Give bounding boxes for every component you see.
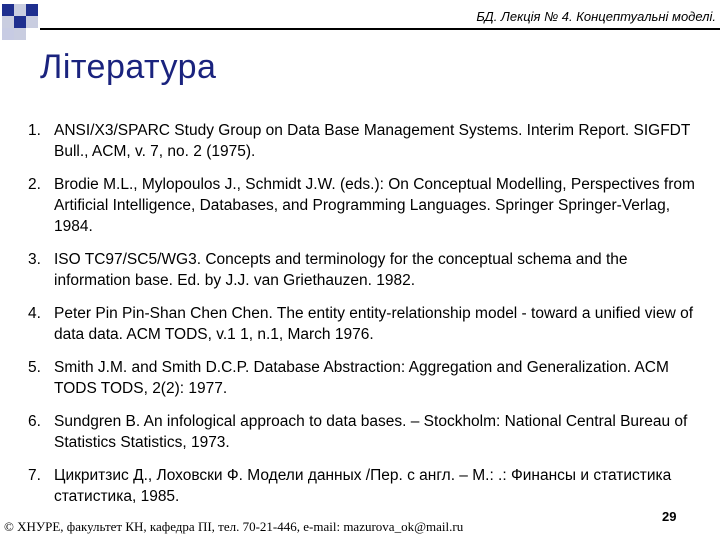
- reference-item: [28, 465, 708, 507]
- page-number: 29: [662, 509, 677, 524]
- decor-square: [14, 4, 26, 16]
- reference-item: [28, 249, 708, 291]
- reference-item: [28, 174, 708, 237]
- reference-number: 3.: [28, 251, 41, 268]
- decor-square: [2, 16, 14, 28]
- reference-text: Brodie M.L., Mylopoulos J., Schmidt J.W. (eds.): On Conceptual Modelling, Perspectives from Artificial Intelligence, Databases, and Programming Languages. Springer Springer-Verlag, 1984.: [54, 176, 695, 235]
- reference-text: ISO TC97/SC5/WG3. Concepts and terminology for the conceptual schema and the information base. Ed. by J.J. van Griethauzen. 1982.: [54, 251, 628, 289]
- reference-number: 1.: [28, 122, 41, 139]
- header-divider: [40, 28, 720, 30]
- footer-text: © ХНУРЕ, факультет КН, кафедра ПІ, тел. 70-21-446, e-mail: mazurova_ok@mail.ru: [4, 519, 464, 534]
- reference-text: ANSI/X3/SPARC Study Group on Data Base Management Systems. Interim Report. SIGFDT Bull., ACM, v. 7, no. 2 (1975).: [54, 122, 691, 160]
- decor-square: [14, 28, 26, 40]
- decor-square: [14, 16, 26, 28]
- reference-text: Peter Pin Pin-Shan Chen Chen. The entity entity-relationship model - toward a unified view of data data. ACM TODS, v.1 1, n.1, March 1976.: [54, 305, 694, 343]
- reference-list: [28, 120, 708, 519]
- reference-item: [28, 357, 708, 399]
- reference-number: 7.: [28, 467, 41, 484]
- reference-item: [28, 411, 708, 453]
- decor-square: [26, 16, 38, 28]
- slide-title: Література: [40, 48, 217, 86]
- reference-item: [28, 303, 708, 345]
- reference-number: 5.: [28, 359, 41, 376]
- reference-item: [28, 120, 708, 162]
- reference-text: Sundgren B. An infological approach to data bases. – Stockholm: National Central Bureau of Statistics Statistics, 1973.: [54, 413, 688, 451]
- slide-header: БД. Лекція № 4. Концептуальні моделі.: [476, 9, 716, 24]
- decor-square: [2, 4, 14, 16]
- reference-number: 4.: [28, 305, 41, 322]
- reference-text: Smith J.M. and Smith D.C.P. Database Abstraction: Aggregation and Generalization. ACM TODS TODS, 2(2): 1977.: [54, 359, 669, 397]
- decor-square: [2, 28, 14, 40]
- decor-square: [26, 4, 38, 16]
- reference-number: 6.: [28, 413, 41, 430]
- reference-number: 2.: [28, 176, 41, 193]
- reference-text: Цикритзис Д., Лоховски Ф. Модели данных /Пер. с англ. – М.: .: Финансы и статистика статистика, 1985.: [54, 467, 672, 505]
